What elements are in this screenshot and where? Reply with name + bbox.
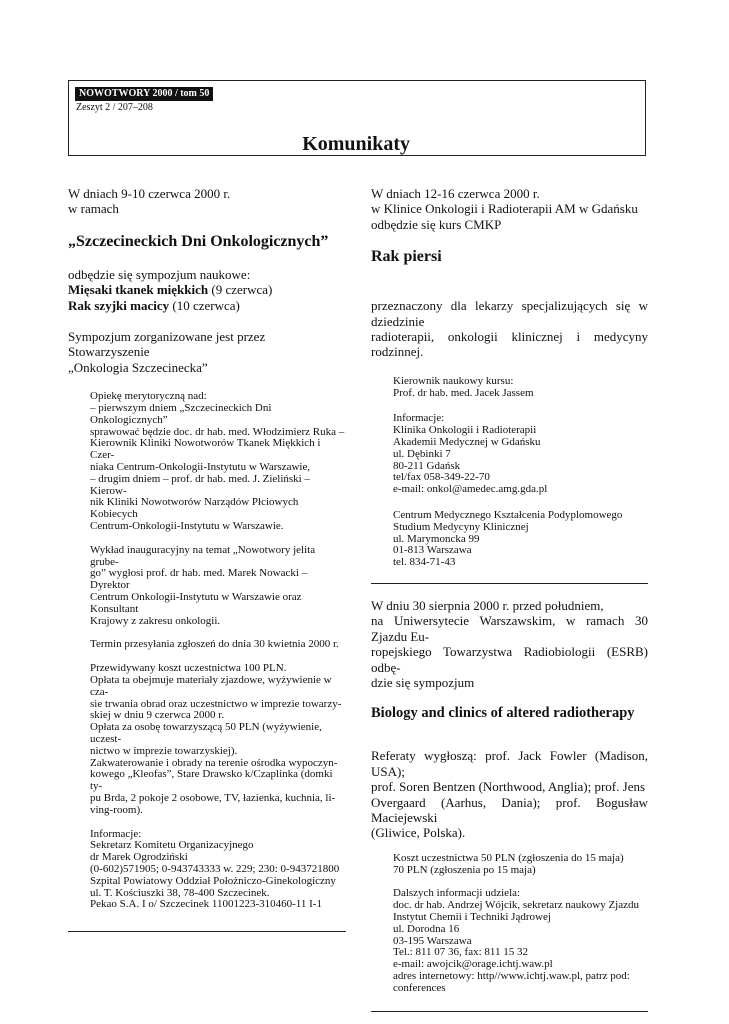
- text-line: ul. T. Kościuszki 38, 78-400 Szczecinek.: [90, 886, 270, 899]
- text-line: Klinika Onkologii i Radioterapii: [393, 424, 537, 437]
- text-line: Kierownik Kliniki Nowotworów Tkanek Miękkich i Czer-: [90, 437, 321, 462]
- text-line: prof. Soren Bentzen (Northwood, Anglia); prof. Jens: [371, 779, 646, 795]
- text-line: Zakwaterowanie i obrady na terenie ośrodka wypoczyn-: [90, 756, 338, 769]
- text-line: Informacje:: [393, 412, 445, 425]
- text-line: dr Marek Ogrodziński: [90, 851, 188, 864]
- text-line: Tel.: 811 07 36, fax: 811 15 32: [393, 946, 528, 959]
- right-intro: [371, 186, 648, 232]
- text-line: Prof. dr hab. med. Jacek Jassem: [393, 386, 534, 399]
- text-line: Instytut Chemii i Techniki Jądrowej: [393, 911, 551, 924]
- text-line: W dniach 9-10 czerwca 2000 r.: [68, 186, 231, 201]
- text-line: Opłata ta obejmuje materiały zjazdowe, wyżywienie w cza-: [90, 673, 332, 698]
- speakers-paragraph: [371, 748, 648, 840]
- text-line: Opłata za osobę towarzyszącą 50 PLN (wyżywienie, uczest-: [90, 721, 322, 745]
- text-line: Przewidywany koszt uczestnictwa 100 PLN.: [90, 662, 287, 675]
- text-line: w ramach: [68, 201, 119, 217]
- text-line: „Onkologia Szczecinecka”: [68, 359, 208, 375]
- email-text: e-mail: awojcik@orage.ichtj.waw.pl: [393, 958, 553, 971]
- text-line: Studium Medycyny Klinicznej: [393, 520, 529, 533]
- left-column: [68, 186, 346, 932]
- email-text: e-mail: onkol@amedec.amg.gda.pl: [393, 483, 548, 496]
- audience-paragraph: [371, 298, 648, 360]
- text-line: Koszt uczestnictwa 50 PLN (zgłoszenia do 15 maja): [393, 851, 624, 864]
- text-line: Centrum-Onkologii-Instytutu w Warszawie.: [90, 520, 284, 533]
- text-line: W dniu 30 sierpnia 2000 r. przed południem,: [371, 598, 604, 613]
- text-line: 01-813 Warszawa: [393, 544, 472, 557]
- text-line: radioterapii, onkologii klinicznej i medycyny rodzinnej.: [371, 329, 648, 360]
- text-line: odbędzie się kurs CMKP: [371, 216, 502, 232]
- text-line: Krajowy z zakresu onkologii.: [90, 614, 221, 627]
- text-line: Referaty wygłoszą: prof. Jack Fowler (Madison, USA);: [371, 748, 648, 779]
- text-line: Akademii Medycznej w Gdańsku: [393, 436, 541, 449]
- text-line: Centrum Medycznego Kształcenia Podyplomowego: [393, 509, 623, 522]
- care-paragraph: [90, 391, 346, 911]
- text-line: doc. dr hab. Andrzej Wójcik, sekretarz naukowy Zjazdu: [393, 899, 639, 912]
- text-line: Wykład inauguracyjny na temat „Nowotwory jelita grube-: [90, 543, 316, 568]
- text-line: 70 PLN (zgłoszenia po 15 maja): [393, 863, 536, 876]
- text-line: Sekretarz Komitetu Organizacyjnego: [90, 839, 254, 852]
- symposium-title: Biology and clinics of altered radiotherapy: [371, 704, 635, 721]
- text-line: na Uniwersytecie Warszawskim, w ramach 30 Zjazdu Eu-: [371, 613, 648, 644]
- page-title: Komunikaty: [302, 133, 410, 155]
- text-line: ul. Dębinki 7: [393, 447, 451, 460]
- text-line: Centrum Onkologii-Instytutu w Warszawie oraz Konsultant: [90, 591, 302, 615]
- text-line: ul. Dorodna 16: [393, 922, 460, 935]
- topic-bold: Mięsaki tkanek miękkich: [68, 282, 209, 298]
- text-line: dzie się sympozjum: [371, 675, 475, 691]
- issue-line: Zeszyt 2 / 207–208: [76, 102, 153, 113]
- text-line: ropejskiego Towarzystwa Radiobiologii (ESRB) odbę-: [371, 644, 648, 675]
- text-line: Pekao S.A. I o/ Szczecinek 11001223-310460-11 I-1: [90, 898, 322, 911]
- topic-line: [68, 298, 346, 313]
- course-details: [393, 376, 648, 569]
- text-line: Dalszych informacji udziela:: [393, 887, 521, 900]
- text-line: odbędzie się sympozjum naukowe:: [68, 266, 251, 282]
- deadline-line: Termin przesyłania zgłoszeń do dnia 30 kwietnia 2000 r.: [90, 638, 339, 651]
- text-line: nictwo w imprezie towarzyskiej).: [90, 744, 238, 757]
- text-line: Sympozjum zorganizowane jest przez Stowarzyszenie: [68, 329, 266, 360]
- text-line: sie trwania obrad oraz uczestnictwo w imprezie towarzy-: [90, 697, 342, 710]
- topic-date: (9 czerwca): [208, 282, 273, 298]
- text-line: go” wygłosi prof. dr hab. med. Marek Nowacki – Dyrektor: [90, 567, 308, 592]
- text-line: pu Brda, 2 pokoje 2 osobowe, TV, łazienka, kuchnia, li-: [90, 791, 336, 804]
- text-line: (0-602)571905; 0-943743333 w. 229; 230: 0-943721800: [90, 862, 340, 875]
- symposium-details: [393, 853, 648, 995]
- lecture-paragraph: [90, 545, 346, 628]
- text-line: sprawować będzie doc. dr hab. med. Włodzimierz Ruka –: [90, 425, 345, 438]
- text-line: niaka Centrum-Onkologii-Instytutu w Warszawie,: [90, 461, 311, 474]
- info-paragraph: [90, 829, 346, 912]
- cost-paragraph: [90, 663, 346, 816]
- text-line: Szpital Powiatowy Oddział Położniczo-Ginekologiczny: [90, 874, 336, 887]
- event-title: „Szczecineckich Dni Onkologicznych”: [68, 232, 329, 250]
- text-line: Opiekę merytoryczną nad:: [90, 390, 207, 403]
- text-line: Overgaard (Aarhus, Dania); prof. Bogusław Maciejewski: [371, 794, 648, 826]
- text-line: tel. 834-71-43: [393, 556, 456, 569]
- text-line: W dniach 12-16 czerwca 2000 r.: [371, 186, 540, 201]
- text-line: Kierownik naukowy kursu:: [393, 374, 514, 387]
- text-line: ul. Marymoncka 99: [393, 532, 480, 545]
- text-line: (Gliwice, Polska).: [371, 825, 466, 841]
- divider: [68, 931, 346, 932]
- journal-badge: NOWOTWORY 2000 / tom 50: [75, 87, 213, 101]
- topic-line: [68, 282, 346, 297]
- right-column: [371, 186, 648, 1012]
- header-box: [68, 80, 646, 156]
- organizer-paragraph: [68, 329, 346, 375]
- esrb-intro: [371, 598, 648, 690]
- text-line: tel/fax 058-349-22-70: [393, 471, 490, 484]
- text-line: 03-195 Warszawa: [393, 934, 472, 947]
- text-line: 80-211 Gdańsk: [393, 459, 461, 472]
- topic-bold: Rak szyjki macicy: [68, 297, 170, 313]
- text-line: ving-room).: [90, 803, 143, 816]
- text-line: nik Kliniki Nowotworów Narządów Płciowych Kobiecych: [90, 496, 299, 521]
- divider: [371, 1011, 648, 1012]
- text-line: w Klinice Onkologii i Radioterapii AM w Gdańsku: [371, 201, 638, 217]
- text-line: – drugim dniem – prof. dr hab. med. J. Zieliński – Kierow-: [90, 472, 310, 497]
- text-line: skiej w dniu 9 czerwca 2000 r.: [90, 709, 225, 722]
- left-intro: [68, 186, 346, 217]
- text-line: – pierwszym dniem „Szczecineckich Dni Onkologicznych”: [90, 402, 272, 426]
- text-line: przeznaczony dla lekarzy specjalizujących się w dziedzinie: [371, 298, 648, 329]
- topic-date: (10 czerwca): [169, 297, 240, 313]
- course-title: Rak piersi: [371, 248, 442, 266]
- text-line: adres internetowy: http//www.ichtj.waw.pl, patrz pod:: [393, 970, 630, 983]
- text-line: conferences: [393, 981, 446, 994]
- text-line: kowego „Kleofas”, Stare Drawsko k/Czaplinka (domki ty-: [90, 768, 333, 793]
- text-line: Informacje:: [90, 827, 142, 840]
